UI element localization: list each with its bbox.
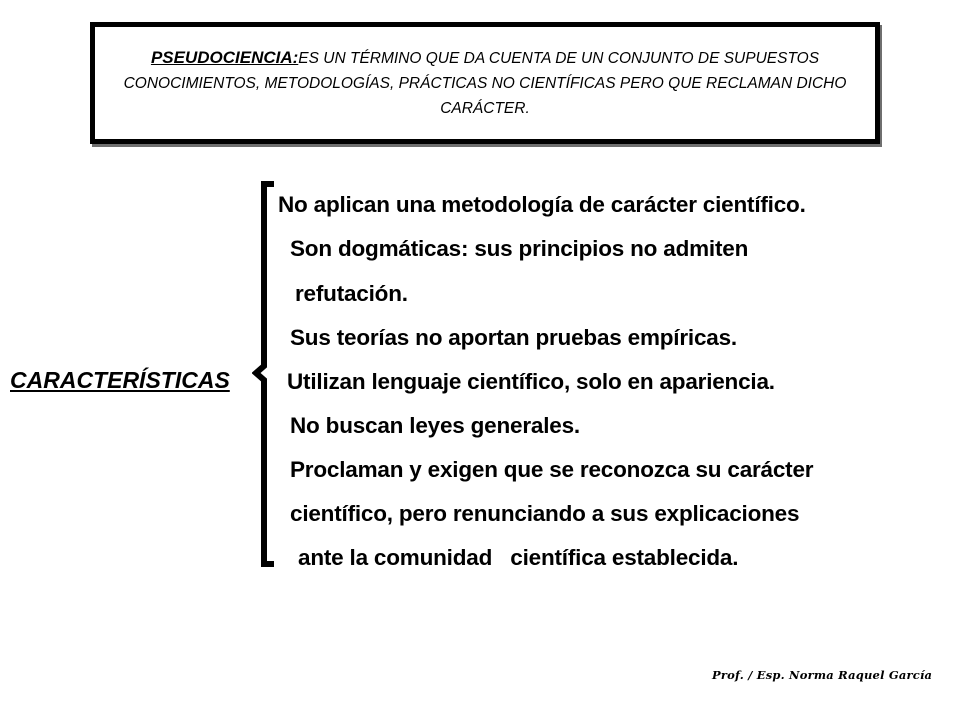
characteristic-line-6: No buscan leyes generales. bbox=[290, 413, 580, 438]
characteristic-line-9: ante la comunidad científica establecida. bbox=[298, 545, 739, 570]
characteristic-line-7: Proclaman y exigen que se reconozca su carácter bbox=[290, 457, 814, 482]
characteristic-line-2: Son dogmáticas: sus principios no admiten bbox=[290, 236, 749, 261]
characteristic-line-1: No aplican una metodología de carácter científico. bbox=[278, 192, 806, 217]
definition-box bbox=[90, 22, 880, 144]
curly-brace-icon bbox=[252, 180, 282, 570]
characteristic-line-3: refutación. bbox=[295, 281, 408, 306]
characteristics-label: CARACTERÍSTICAS bbox=[10, 367, 230, 393]
definition-body: ES UN TÉRMINO QUE DA CUENTA DE UN CONJUNTO DE SUPUESTOS CONOCIMIENTOS, METODOLOGÍAS, PRÁCTICAS NO CIENTÍFICAS PERO QUE RECLAMAN DICHO CARÁCTER. bbox=[123, 50, 847, 117]
characteristic-line-8: científico, pero renunciando a sus explicaciones bbox=[290, 501, 800, 526]
definition-term: PSEUDOCIENCIA: bbox=[150, 48, 299, 67]
characteristic-line-4: Sus teorías no aportan pruebas empíricas. bbox=[290, 325, 737, 350]
author-signature: Prof. / Esp. Norma Raquel García bbox=[712, 668, 933, 682]
definition-text bbox=[105, 45, 865, 121]
characteristic-line-5: Utilizan lenguaje científico, solo en apariencia. bbox=[287, 369, 775, 394]
